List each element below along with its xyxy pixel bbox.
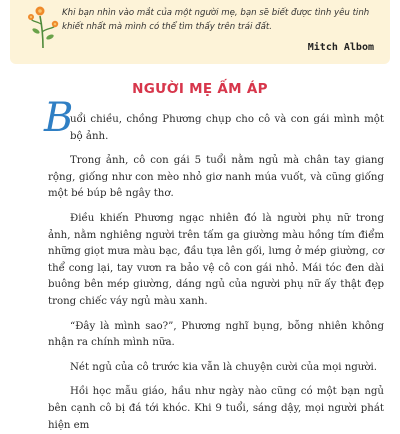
paragraph: Hồi học mẫu giáo, hầu như ngày nào cũng có một bạn ngủ bên cạnh cô bị đá tới khóc. Khi 9 tuổi, sáng dậy, mọi người phát hiện em (48, 386, 384, 431)
first-paragraph (44, 95, 384, 145)
story-body (44, 95, 384, 434)
paragraph: “Đây là mình sao?”, Phương nghĩ bụng, bỗng nhiên không nhận ra chính mình nữa. (48, 320, 384, 349)
story-title: NGƯỜI MẸ ẤM ÁP (132, 81, 268, 97)
paragraph: Điều khiến Phương ngạc nhiên đó là người phụ nữ trong ảnh, nằm nghiêng người trên tấm ga giường màu hồng tím điểm những giọt mưa màu bạc, đầu tựa lên gối, lưng ở mép giường, cơ thể cong lại, tay vươn ra bảo vệ cô con gái nhỏ. Mái tóc đen dài buông bên mép giường, dáng ngủ của người phụ nữ ấy thật đẹp trong chiếc váy ngủ màu xanh. (48, 212, 384, 307)
paragraph: Nét ngủ của cô trước kia vẫn là chuyện cười của mọi người. (70, 361, 377, 373)
quote-box (10, 0, 390, 64)
drop-cap: B (44, 95, 74, 141)
flower-icon (28, 2, 58, 50)
paragraph: Trong ảnh, cô con gái 5 tuổi nằm ngủ mà chân tay giang rộng, giống như con mèo nhỏ giơ nanh múa vuốt, và cũng giống một bé búp bê ngây thơ. (48, 155, 384, 200)
quote-author: Mitch Albom (307, 42, 374, 53)
quote-text: Khi bạn nhìn vào mắt của một người mẹ, bạn sẽ biết được tình yêu tinh khiết nhất mà mình có thể tìm thấy trên trái đất. (62, 8, 370, 32)
first-paragraph-text: uổi chiều, chồng Phương chụp cho cô và con gái mình một bộ ảnh. (70, 114, 384, 142)
